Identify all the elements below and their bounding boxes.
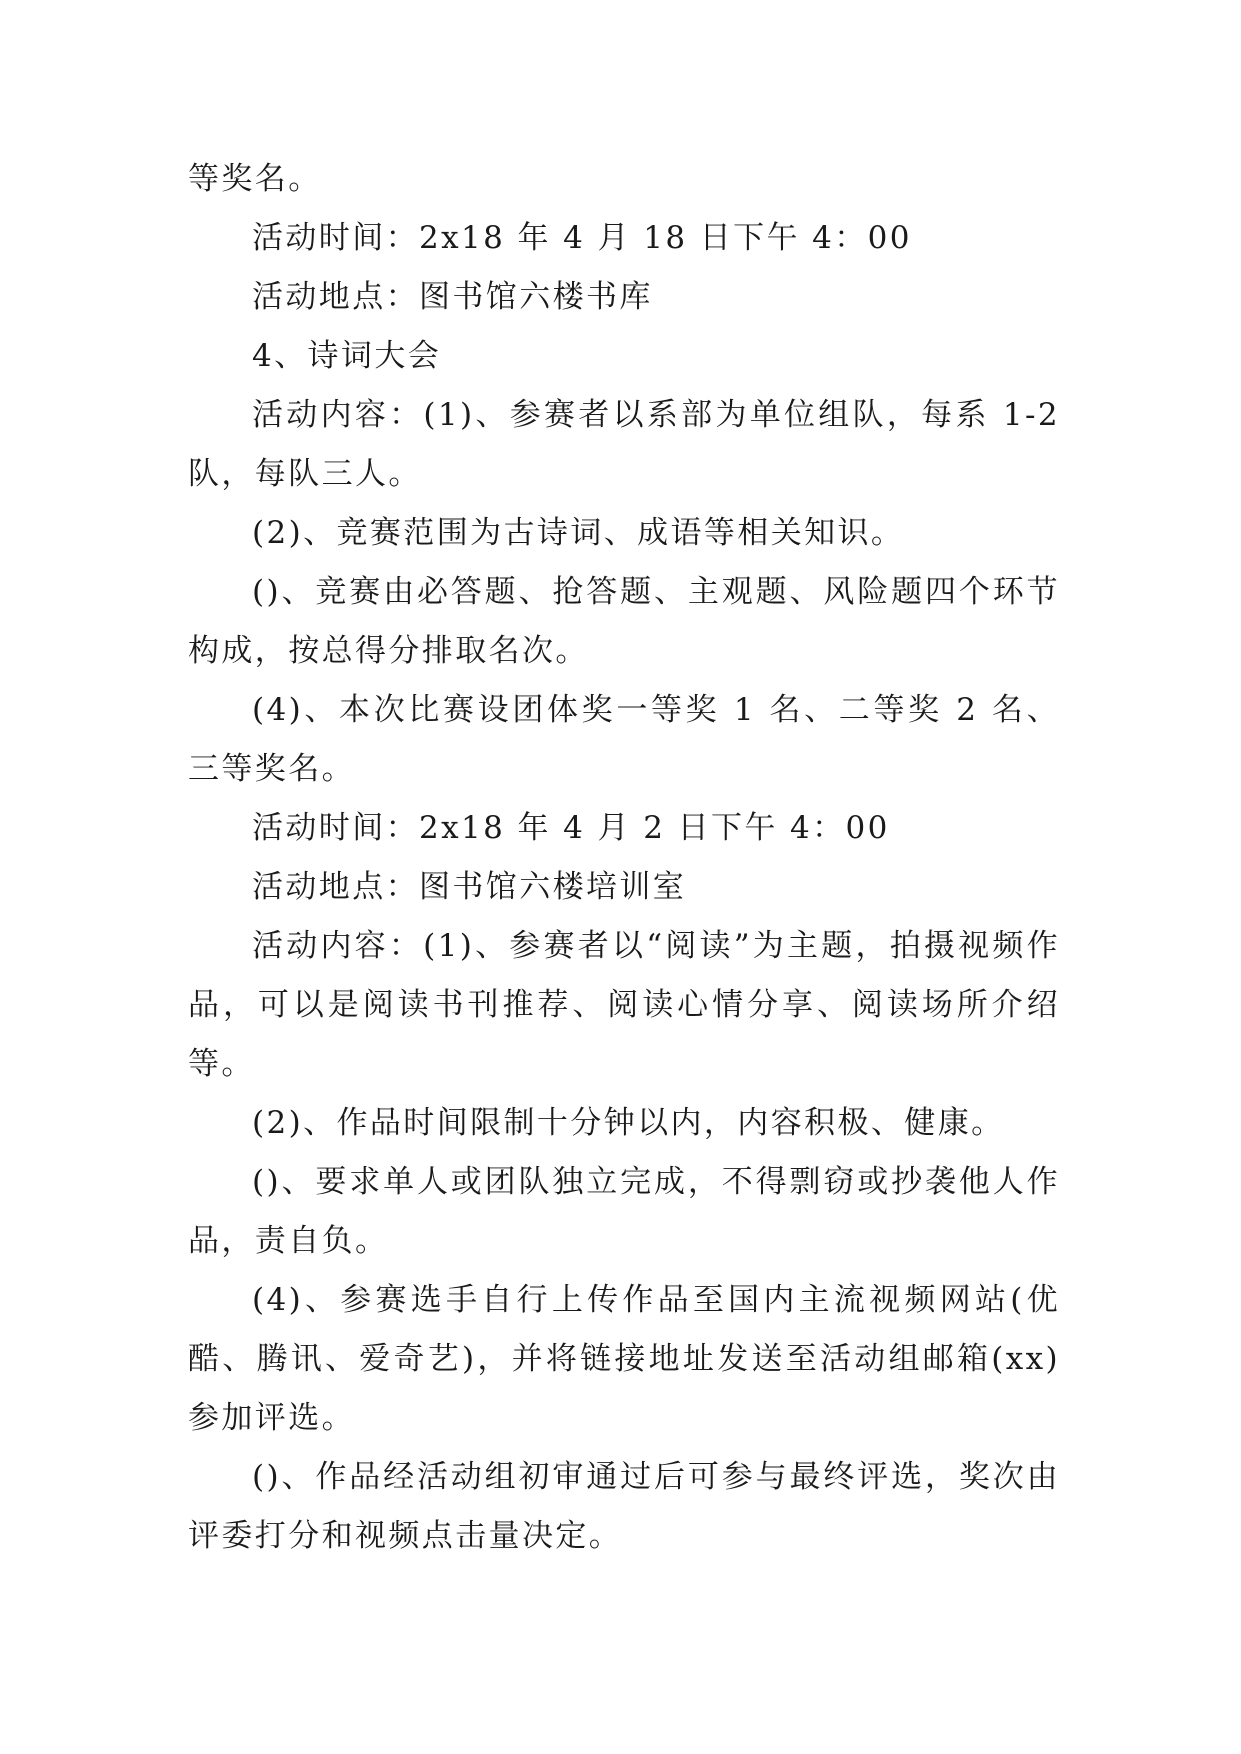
paragraph-video-item-5: ()、作品经活动组初审通过后可参与最终评选，奖次由评委打分和视频点击量决定。 <box>188 1459 1060 1554</box>
paragraph-video-item-4: (4)、参赛选手自行上传作品至国内主流视频网站(优酷、腾讯、爱奇艺)，并将链接地址发送至活动组邮箱(xx)参加评选。 <box>188 1282 1060 1436</box>
section-heading-poetry: 4、诗词大会 <box>252 338 442 374</box>
paragraph-item-2: (2)、竞赛范围为古诗词、成语等相关知识。 <box>252 515 905 551</box>
paragraph-video-item-3: ()、要求单人或团队独立完成，不得剽窃或抄袭他人作品，责自负。 <box>188 1164 1060 1259</box>
document-body <box>188 150 1060 1566</box>
paragraph-time-2: 活动时间：2x18 年 4 月 2 日下午 4：00 <box>252 810 890 846</box>
paragraph-content-2: 活动内容：(1)、参赛者以“阅读”为主题，拍摄视频作品，可以是阅读书刊推荐、阅读心情分享、阅读场所介绍等。 <box>188 928 1060 1082</box>
paragraph-award-count: 等奖名。 <box>188 161 322 197</box>
paragraph-location-2: 活动地点：图书馆六楼培训室 <box>252 869 687 905</box>
paragraph-item-3: ()、竞赛由必答题、抢答题、主观题、风险题四个环节构成，按总得分排取名次。 <box>188 574 1060 669</box>
paragraph-content-1: 活动内容：(1)、参赛者以系部为单位组队，每系 1-2 队，每队三人。 <box>188 397 1060 492</box>
paragraph-item-4: (4)、本次比赛设团体奖一等奖 1 名、二等奖 2 名、三等奖名。 <box>188 692 1060 787</box>
paragraph-video-item-2: (2)、作品时间限制十分钟以内，内容积极、健康。 <box>252 1105 1005 1141</box>
paragraph-location-1: 活动地点：图书馆六楼书库 <box>252 279 653 315</box>
paragraph-time-1: 活动时间：2x18 年 4 月 18 日下午 4：00 <box>252 220 912 256</box>
